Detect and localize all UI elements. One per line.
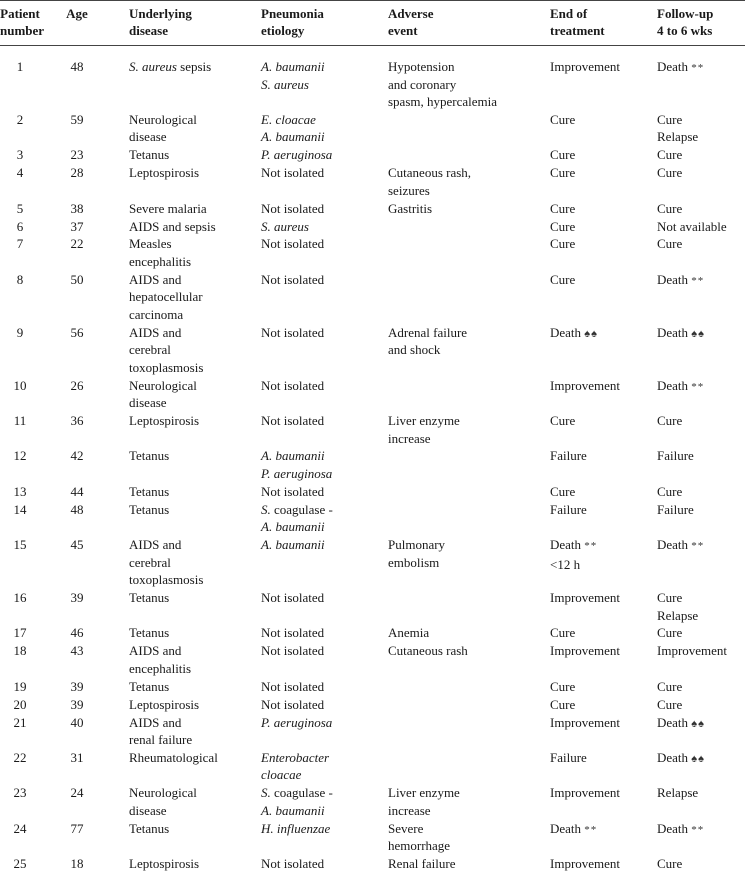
cell-follow-up: Death ** xyxy=(657,820,705,836)
cell-follow-up: Cure Relapse xyxy=(657,111,699,145)
text-line: S. coagulase - xyxy=(261,785,333,801)
cell-patient-number: 20 xyxy=(13,696,27,712)
cell-follow-up: Death ** xyxy=(657,537,705,553)
cell-end-of-treatment: Cure xyxy=(550,200,576,216)
cell-underlying-disease: Tetanus xyxy=(129,147,170,163)
double-spade-marker: ♠♠ xyxy=(691,752,705,765)
cell-patient-number: 2 xyxy=(16,111,24,127)
cell-underlying-disease: Leptospirosis xyxy=(129,413,200,428)
cell-follow-up: Improvement xyxy=(657,643,728,659)
cell-age: 39 xyxy=(70,590,84,605)
cell-adverse-event: Liver enzyme increase xyxy=(388,413,460,446)
text-line: S. coagulase - xyxy=(261,501,333,517)
cell-patient-number: 21 xyxy=(13,714,27,730)
cell-follow-up: Death ♠♠ xyxy=(657,324,705,340)
cell-follow-up: Cure xyxy=(657,696,683,712)
cell-follow-up: Cure xyxy=(657,625,683,641)
cell-end-of-treatment: Improvement xyxy=(550,590,621,605)
cell-patient-number: 23 xyxy=(13,785,27,801)
cell-age: 39 xyxy=(70,696,84,712)
cell-underlying-disease: AIDS and cerebral toxoplasmosis xyxy=(129,324,204,375)
text-line: E. cloacae xyxy=(261,111,316,127)
text-line: A. baumanii xyxy=(261,802,325,818)
cell-pneumonia-etiology xyxy=(261,749,329,784)
cell-end-of-treatment: Improvement xyxy=(550,714,621,730)
cell-patient-number: 5 xyxy=(16,200,24,216)
cell-age: 40 xyxy=(70,714,84,730)
cell-underlying-disease xyxy=(129,58,211,76)
cell-patient-number: 19 xyxy=(13,678,27,694)
double-asterisk-marker: ** xyxy=(584,540,598,553)
cell-end-of-treatment: Cure xyxy=(550,625,576,641)
cell-adverse-event: Anemia xyxy=(388,625,430,641)
cell-pneumonia-etiology xyxy=(261,146,332,164)
cell-age: 46 xyxy=(70,625,84,641)
cell-underlying-disease: Tetanus xyxy=(129,483,170,499)
cell-age: 38 xyxy=(70,200,84,216)
cell-end-of-treatment: Failure xyxy=(550,749,587,765)
cell-follow-up: Failure xyxy=(657,501,694,517)
cell-underlying-disease: Leptospirosis xyxy=(129,696,200,712)
double-asterisk-marker: ** xyxy=(691,540,705,553)
double-spade-marker: ♠♠ xyxy=(691,717,705,730)
cell-follow-up: Cure xyxy=(657,147,683,163)
text-line: A. baumanii xyxy=(261,519,325,535)
cell-age: 43 xyxy=(70,643,84,659)
cell-underlying-disease: AIDS and encephalitis xyxy=(129,643,192,676)
text-line: H. influenzae xyxy=(261,820,331,836)
cell-end-of-treatment: Failure xyxy=(550,501,587,517)
cell-pneumonia-etiology: Not isolated xyxy=(261,413,325,428)
text-line: S. aureus xyxy=(261,76,309,92)
cell-age: 31 xyxy=(70,749,84,765)
cell-pneumonia-etiology: Not isolated xyxy=(261,643,325,659)
cell-underlying-disease: Neurological disease xyxy=(129,785,197,818)
cell-age: 23 xyxy=(70,147,84,163)
cell-patient-number: 14 xyxy=(13,501,27,517)
cell-end-of-treatment: Improvement xyxy=(550,856,621,872)
cell-age: 44 xyxy=(70,483,84,499)
cell-patient-number: 3 xyxy=(16,147,24,163)
cell-follow-up: Cure Relapse xyxy=(657,590,699,623)
cell-end-of-treatment: Cure xyxy=(550,218,576,234)
cell-end-of-treatment: Cure xyxy=(550,696,576,712)
cell-patient-number: 7 xyxy=(16,236,24,252)
cell-pneumonia-etiology: Not isolated xyxy=(261,271,325,287)
cell-end-of-treatment: Improvement xyxy=(550,643,621,659)
cell-end-of-treatment: Cure xyxy=(550,271,576,287)
header-adverse-event: Adverse event xyxy=(388,6,434,38)
cell-age: 42 xyxy=(70,448,84,464)
cell-pneumonia-etiology: Not isolated xyxy=(261,165,325,181)
cell-underlying-disease: Measles encephalitis xyxy=(129,236,192,269)
double-asterisk-marker: ** xyxy=(691,62,705,74)
cell-end-of-treatment: Cure xyxy=(550,147,576,163)
header-follow-up: Follow-up 4 to 6 wks xyxy=(657,6,714,38)
cell-follow-up: Death ♠♠ xyxy=(657,714,705,730)
cell-end-of-treatment: Cure xyxy=(550,413,576,428)
cell-follow-up: Cure xyxy=(657,165,683,181)
text-line: S. aureus xyxy=(261,218,309,234)
cell-follow-up: Cure xyxy=(657,678,683,694)
cell-follow-up: Death ♠♠ xyxy=(657,749,705,765)
cell-patient-number: 15 xyxy=(13,537,27,553)
cell-underlying-disease: Leptospirosis xyxy=(129,165,200,181)
cell-pneumonia-etiology: Not isolated xyxy=(261,200,325,216)
cell-end-of-treatment: Death ♠♠ xyxy=(550,324,598,340)
cell-follow-up: Not available xyxy=(657,218,727,234)
cell-patient-number: 6 xyxy=(16,218,24,234)
text-line: A. baumanii xyxy=(261,59,325,74)
cell-follow-up: Failure xyxy=(657,448,694,464)
text-line: S. aureus sepsis xyxy=(129,59,212,74)
cell-patient-number: 10 xyxy=(13,377,27,393)
cell-underlying-disease: Leptospirosis xyxy=(129,856,200,872)
cell-follow-up: Cure xyxy=(657,413,683,428)
cell-age: 77 xyxy=(70,820,84,836)
cell-adverse-event: Pulmonary embolism xyxy=(388,537,446,570)
cell-pneumonia-etiology: Not isolated xyxy=(261,696,325,712)
cell-patient-number: 12 xyxy=(13,448,27,464)
header-end-of-treatment: End of treatment xyxy=(550,6,605,38)
cell-pneumonia-etiology xyxy=(261,784,333,819)
cell-age: 26 xyxy=(70,377,84,393)
cell-age: 48 xyxy=(70,501,84,517)
header-age: Age xyxy=(66,6,88,21)
cell-underlying-disease: Tetanus xyxy=(129,820,170,836)
double-asterisk-marker: ** xyxy=(691,823,705,836)
cell-adverse-event: Adrenal failure and shock xyxy=(388,324,468,358)
cell-pneumonia-etiology: Not isolated xyxy=(261,483,325,499)
cell-patient-number: 22 xyxy=(13,749,27,765)
cell-end-of-treatment: Improvement xyxy=(550,59,621,74)
cell-patient-number: 4 xyxy=(16,165,24,181)
cell-patient-number: 17 xyxy=(13,625,27,641)
text-line: cloacae xyxy=(261,767,302,783)
cell-underlying-disease: AIDS and sepsis xyxy=(129,218,216,234)
cell-follow-up: Death ** xyxy=(657,271,705,287)
cell-age: 18 xyxy=(70,856,84,872)
cell-age: 48 xyxy=(70,59,84,74)
double-spade-marker: ♠♠ xyxy=(691,327,705,340)
header-pneumonia-etiology: Pneumonia etiology xyxy=(261,6,324,38)
cell-underlying-disease: Neurological disease xyxy=(129,377,197,411)
cell-pneumonia-etiology: Not isolated xyxy=(261,236,325,252)
table-top-rule xyxy=(0,0,745,1)
cell-age: 56 xyxy=(70,324,84,340)
cell-adverse-event: Cutaneous rash xyxy=(388,643,468,659)
cell-pneumonia-etiology xyxy=(261,536,325,554)
cell-underlying-disease: Severe malaria xyxy=(129,200,207,216)
double-asterisk-marker: ** xyxy=(691,380,705,393)
cell-underlying-disease: Tetanus xyxy=(129,678,170,694)
cell-pneumonia-etiology: Not isolated xyxy=(261,678,325,694)
cell-pneumonia-etiology: Not isolated xyxy=(261,377,325,393)
text-line: A. baumanii xyxy=(261,537,325,553)
cell-underlying-disease: Tetanus xyxy=(129,448,170,464)
cell-age: 37 xyxy=(70,218,84,234)
cell-underlying-disease: AIDS and renal failure xyxy=(129,714,193,747)
cell-pneumonia-etiology: Not isolated xyxy=(261,590,325,605)
double-asterisk-marker: ** xyxy=(584,823,598,836)
cell-patient-number: 13 xyxy=(13,483,27,499)
cell-pneumonia-etiology xyxy=(261,58,325,93)
cell-age: 45 xyxy=(70,537,84,553)
cell-pneumonia-etiology xyxy=(261,218,309,236)
cell-pneumonia-etiology xyxy=(261,820,330,838)
cell-age: 24 xyxy=(70,785,84,801)
cell-age: 36 xyxy=(70,413,84,428)
double-asterisk-marker: ** xyxy=(691,274,705,287)
cell-underlying-disease: Tetanus xyxy=(129,501,170,517)
cell-pneumonia-etiology xyxy=(261,501,333,536)
cell-follow-up: Relapse xyxy=(657,785,699,801)
cell-patient-number: 25 xyxy=(13,856,27,872)
cell-pneumonia-etiology: Not isolated xyxy=(261,625,325,641)
cell-adverse-event: Liver enzyme increase xyxy=(388,785,460,818)
cell-adverse-event: Gastritis xyxy=(388,200,433,216)
cell-end-of-treatment: Cure xyxy=(550,678,576,694)
cell-follow-up: Cure xyxy=(657,483,683,499)
cell-patient-number: 18 xyxy=(13,643,27,659)
cell-adverse-event: Cutaneous rash, seizures xyxy=(388,165,472,198)
header-patient-number: Patient number xyxy=(0,6,45,38)
cell-follow-up: Cure xyxy=(657,856,683,872)
cell-underlying-disease: AIDS and hepatocellular carcinoma xyxy=(129,271,203,322)
text-line: A. baumanii xyxy=(261,448,325,464)
cell-age: 28 xyxy=(70,165,84,181)
cell-adverse-event: Severe hemorrhage xyxy=(388,820,451,854)
cell-patient-number: 9 xyxy=(16,324,24,340)
cell-pneumonia-etiology: Not isolated xyxy=(261,324,325,340)
cell-underlying-disease: Rheumatological xyxy=(129,749,218,765)
cell-pneumonia-etiology: Not isolated xyxy=(261,856,325,872)
cell-age: 39 xyxy=(70,678,84,694)
cell-age: 50 xyxy=(70,271,84,287)
cell-age: 59 xyxy=(70,111,84,127)
cell-end-of-treatment: Improvement xyxy=(550,377,621,393)
double-spade-marker: ♠♠ xyxy=(584,327,598,340)
cell-end-of-treatment: Cure xyxy=(550,236,576,252)
cell-patient-number: 11 xyxy=(13,413,27,428)
cell-underlying-disease: Tetanus xyxy=(129,625,170,641)
cell-underlying-disease: Tetanus xyxy=(129,590,170,605)
cell-patient-number: 1 xyxy=(16,59,24,74)
cell-adverse-event: Renal failure xyxy=(388,856,456,872)
cell-age: 22 xyxy=(70,236,84,252)
text-line: P. aeruginosa xyxy=(261,714,333,730)
header-bottom-rule xyxy=(0,45,745,46)
cell-end-of-treatment: Cure xyxy=(550,111,576,127)
cell-pneumonia-etiology xyxy=(261,714,332,732)
cell-underlying-disease: Neurological disease xyxy=(129,111,197,145)
cell-follow-up: Death ** xyxy=(657,59,705,74)
cell-end-of-treatment: Failure xyxy=(550,448,587,464)
cell-pneumonia-etiology xyxy=(261,447,332,482)
cell-end-of-treatment: Cure xyxy=(550,165,576,181)
text-line: P. aeruginosa xyxy=(261,465,333,481)
cell-patient-number: 16 xyxy=(13,590,27,605)
cell-patient-number: 8 xyxy=(16,271,24,287)
cell-end-of-treatment: Death ** <12 h xyxy=(550,537,598,572)
cell-patient-number: 24 xyxy=(13,820,27,836)
text-line: Enterobacter xyxy=(261,749,330,765)
cell-underlying-disease: AIDS and cerebral toxoplasmosis xyxy=(129,537,204,588)
cell-follow-up: Cure xyxy=(657,236,683,252)
header-underlying-disease: Underlying disease xyxy=(129,6,192,38)
text-line: P. aeruginosa xyxy=(261,147,333,163)
cell-adverse-event: Hypotension and coronary spasm, hypercalemia xyxy=(388,59,498,109)
cell-pneumonia-etiology xyxy=(261,111,325,146)
cell-follow-up: Cure xyxy=(657,200,683,216)
cell-end-of-treatment: Cure xyxy=(550,483,576,499)
text-line: A. baumanii xyxy=(261,129,325,145)
cell-end-of-treatment: Improvement xyxy=(550,785,621,801)
cell-end-of-treatment: Death ** xyxy=(550,820,598,836)
cell-follow-up: Death ** xyxy=(657,377,705,393)
